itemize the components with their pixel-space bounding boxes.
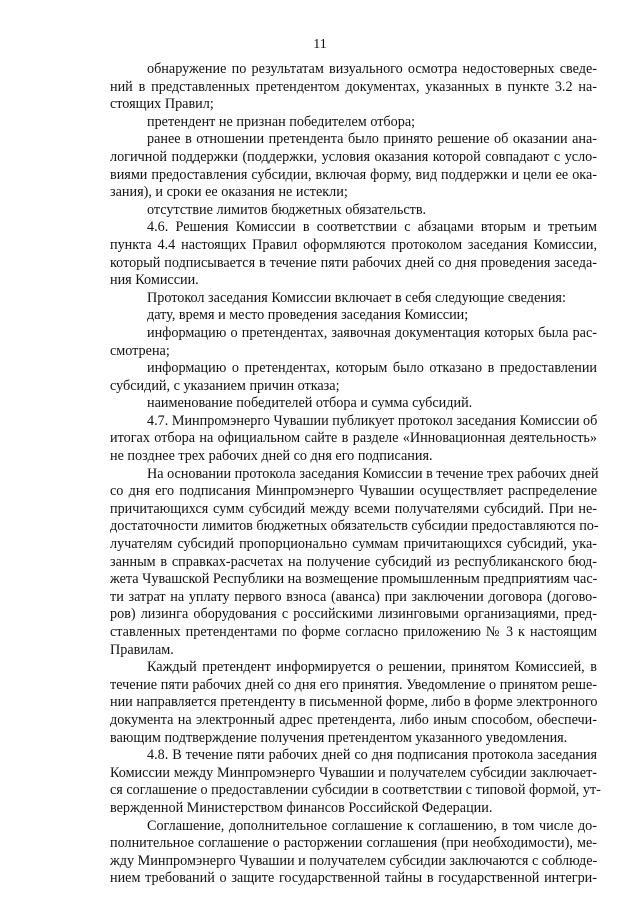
- text-line: пункта 4.4 настоящих Правил оформляются протоколом заседания Комиссии,: [110, 236, 597, 253]
- text-line: дату, время и место проведения заседания Комиссии;: [147, 307, 469, 324]
- text-line: Каждый претендент информируется о решении, принятом Комиссией, в: [147, 659, 597, 676]
- text-line: виями предоставления субсидии, включая форму, вид поддержки и цели ее ока-: [110, 166, 597, 183]
- text-line: претендент не признан победителем отбора;: [147, 113, 416, 130]
- text-line: ний в представленных претендентом документах, указанных в пункте 3.2 на-: [110, 78, 597, 95]
- text-line: вающим подтверждение получения претендентом указанного уведомления.: [110, 729, 568, 746]
- text-line: смотрена;: [110, 342, 170, 359]
- body-text: [110, 61, 601, 888]
- text-line: На основании протокола заседания Комиссии в течение трех рабочих дней: [147, 465, 599, 482]
- text-line: зания), и сроки ее оказания не истекли;: [110, 184, 348, 201]
- text-line: обнаружение по результатам визуального осмотра недостоверных сведе-: [147, 61, 597, 77]
- text-line: Соглашение, дополнительное соглашение к соглашению, в том числе до-: [147, 817, 597, 834]
- text-line: субсидий, с указанием причин отказа;: [110, 377, 340, 394]
- text-line: логичной поддержки (поддержки, условия оказания которой совпадают с усло-: [110, 148, 597, 165]
- text-line: занным в справках-расчетах на получение субсидий из республиканского бюд-: [110, 553, 597, 570]
- text-line: 4.6. Решения Комиссии в соответствии с абзацами вторым и третьим: [147, 219, 597, 236]
- text-line: ставленных претендентами по форме согласно приложению № 3 к настоящим: [110, 624, 597, 640]
- text-line: течение пяти рабочих дней со дня его принятия. Уведомление о принятом реше-: [110, 676, 597, 693]
- text-line: не позднее трех рабочих дней со дня его подписания.: [110, 448, 433, 465]
- text-line: вержденной Министерством финансов Российской Федерации.: [110, 799, 493, 816]
- text-line: достаточности лимитов бюджетных обязательств субсидии предоставляются по-: [110, 518, 599, 535]
- text-line: жду Минпромэнерго Чувашии и получателем субсидии заключаются с соблюде-: [110, 852, 598, 869]
- text-line: документа на электронный адрес претендента, либо иным способом, обеспечи-: [110, 711, 597, 728]
- text-line: отсутствие лимитов бюджетных обязательств.: [147, 201, 427, 218]
- text-line: нии направляется претенденту в письменной форме, либо в форме электронного: [110, 694, 598, 711]
- text-line: итогах отбора на официальном сайте в разделе «Инновационная деятельность»: [110, 430, 597, 447]
- text-line: лучателям субсидий пропорционально суммам причитающихся субсидий, ука-: [110, 536, 597, 553]
- page-number: 11: [313, 37, 327, 52]
- text-line: ния Комиссии.: [110, 272, 199, 289]
- text-line: наименование победителей отбора и сумма субсидий.: [147, 395, 473, 412]
- text-line: 4.7. Минпромэнерго Чувашии публикует протокол заседания Комиссии об: [147, 412, 598, 429]
- text-line: который подписывается в течение пяти рабочих дней со дня проведения заседа-: [110, 254, 597, 271]
- text-line: ся соглашение о предоставлении субсидии в соответствии с типовой формой, ут-: [110, 782, 601, 799]
- text-line: ти затрат на уплату первого взноса (аванса) при заключении договора (догово-: [110, 588, 597, 605]
- text-line: ранее в отношении претендента было принято решение об оказании ана-: [147, 131, 597, 148]
- text-line: жета Чувашской Республики на возмещение промышленным предприятиям час-: [110, 571, 598, 588]
- text-line: со дня его подписания Минпромэнерго Чувашии осуществляет распределение: [110, 483, 597, 500]
- text-line: полнительное соглашение о расторжении соглашения (при необходимости), ме-: [110, 835, 597, 852]
- text-line: информацию о претендентах, заявочная документация которых была рас-: [147, 324, 597, 341]
- text-line: нием требований о защите государственной тайны в государственной интегри-: [110, 870, 597, 887]
- text-line: информацию о претендентах, которым было отказано в предоставлении: [147, 360, 597, 377]
- text-line: ров) лизинга оборудования с российскими лизинговыми организациями, пред-: [110, 606, 597, 623]
- text-line: 4.8. В течение пяти рабочих дней со дня подписания протокола заседания: [147, 747, 597, 764]
- text-line: причитающихся сумм субсидий между всеми получателями субсидий. При не-: [110, 500, 597, 517]
- text-line: Протокол заседания Комиссии включает в себя следующие сведения:: [147, 289, 566, 306]
- text-line: Комиссии между Минпромэнерго Чувашии и получателем субсидии заключает-: [110, 764, 597, 781]
- text-line: Правилам.: [110, 641, 174, 658]
- text-line: стоящих Правил;: [110, 96, 214, 113]
